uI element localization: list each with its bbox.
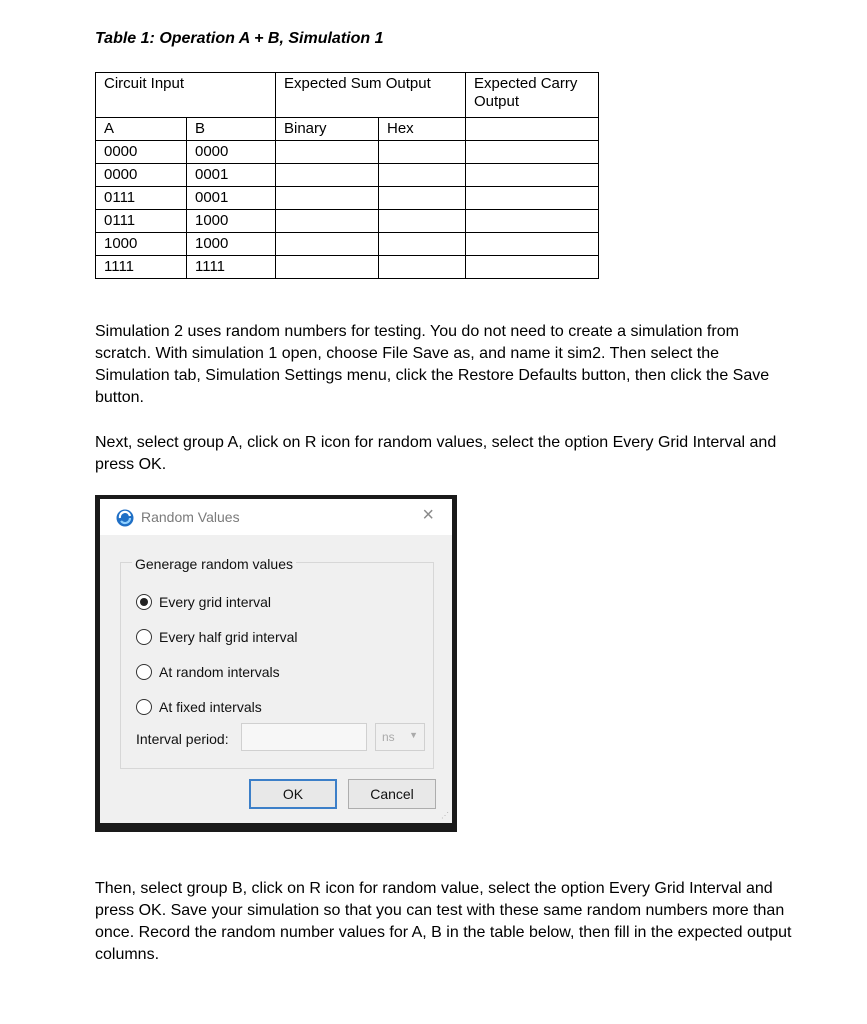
cell-a: 0111 [96,187,187,210]
table-row [96,141,599,164]
header-b: B [187,118,276,141]
quartus-logo-icon [116,509,134,527]
operation-table [95,72,599,279]
cell-a: 1111 [96,256,187,279]
cancel-button[interactable]: Cancel [348,779,436,809]
table-row [96,210,599,233]
cell-hex [379,141,466,164]
cell-binary [276,210,379,233]
header-binary: Binary [276,118,379,141]
header-hex: Hex [379,118,466,141]
chevron-down-icon: ▼ [409,730,418,740]
cell-b: 0001 [187,164,276,187]
paragraph-simulation-2: Simulation 2 uses random numbers for testing. You do not need to create a simulation from scratch. With simulation 1 open, choose File Save as, and name it sim2. Then select the Simulation tab, Simulation Settings menu, click the Restore Defaults button, then click the Save button. [95,323,770,406]
header-carry-blank [466,118,599,141]
radio-icon[interactable] [136,664,152,680]
dialog-screenshot-frame [95,495,457,832]
radio-icon[interactable] [136,629,152,645]
resize-grip-icon[interactable]: ⋰ [441,811,449,820]
header-a: A [96,118,187,141]
unit-value: ns [382,730,395,744]
cell-a: 0111 [96,210,187,233]
cell-b: 0001 [187,187,276,210]
random-values-dialog [100,499,452,823]
cell-carry [466,233,599,256]
cell-carry [466,210,599,233]
option-every-grid-interval[interactable] [136,594,271,610]
paragraph-group-a: Next, select group A, click on R icon for random values, select the option Every Grid Interval and press OK. [95,434,777,473]
option-every-half-grid-interval[interactable] [136,629,298,645]
cell-carry [466,164,599,187]
cell-binary [276,164,379,187]
cell-binary [276,187,379,210]
option-label: At random intervals [159,664,280,680]
cell-a: 0000 [96,141,187,164]
radio-selected-icon[interactable] [136,594,152,610]
table-row [96,256,599,279]
cell-a: 0000 [96,164,187,187]
interval-period-label: Interval period: [136,731,229,747]
cell-hex [379,187,466,210]
option-label: At fixed intervals [159,699,262,715]
cell-hex [379,164,466,187]
radio-icon[interactable] [136,699,152,715]
cell-binary [276,141,379,164]
option-at-fixed-intervals[interactable] [136,699,262,715]
paragraph-group-b: Then, select group B, click on R icon for random value, select the option Every Grid Interval and press OK. Save your simulation so that you can test with these same random numbers more than once. Record the random number values for A, B in the table below, then fill in the expected output columns. [95,880,792,963]
header-expected-carry: Expected Carry Output [466,73,599,118]
header-expected-sum: Expected Sum Output [276,73,466,118]
cell-b: 0000 [187,141,276,164]
cell-b: 1000 [187,210,276,233]
interval-period-input[interactable] [241,723,367,751]
cell-a: 1000 [96,233,187,256]
table-row [96,187,599,210]
dialog-titlebar[interactable] [100,499,452,535]
table-row [96,233,599,256]
ok-button[interactable]: OK [249,779,337,809]
cell-b: 1111 [187,256,276,279]
option-label: Every half grid interval [159,629,298,645]
option-at-random-intervals[interactable] [136,664,280,680]
option-label: Every grid interval [159,594,272,610]
cell-b: 1000 [187,233,276,256]
dialog-title: Random Values [141,509,240,525]
group-label: Generage random values [132,556,296,572]
cell-carry [466,187,599,210]
table-row [96,164,599,187]
table-caption: Table 1: Operation A + B, Simulation 1 [95,30,384,47]
cell-carry [466,141,599,164]
header-circuit-input: Circuit Input [96,73,276,118]
cell-carry [466,256,599,279]
cell-hex [379,233,466,256]
cell-hex [379,256,466,279]
cell-binary [276,256,379,279]
cell-binary [276,233,379,256]
close-icon[interactable]: × [422,504,434,526]
unit-select[interactable] [375,723,425,751]
cell-hex [379,210,466,233]
